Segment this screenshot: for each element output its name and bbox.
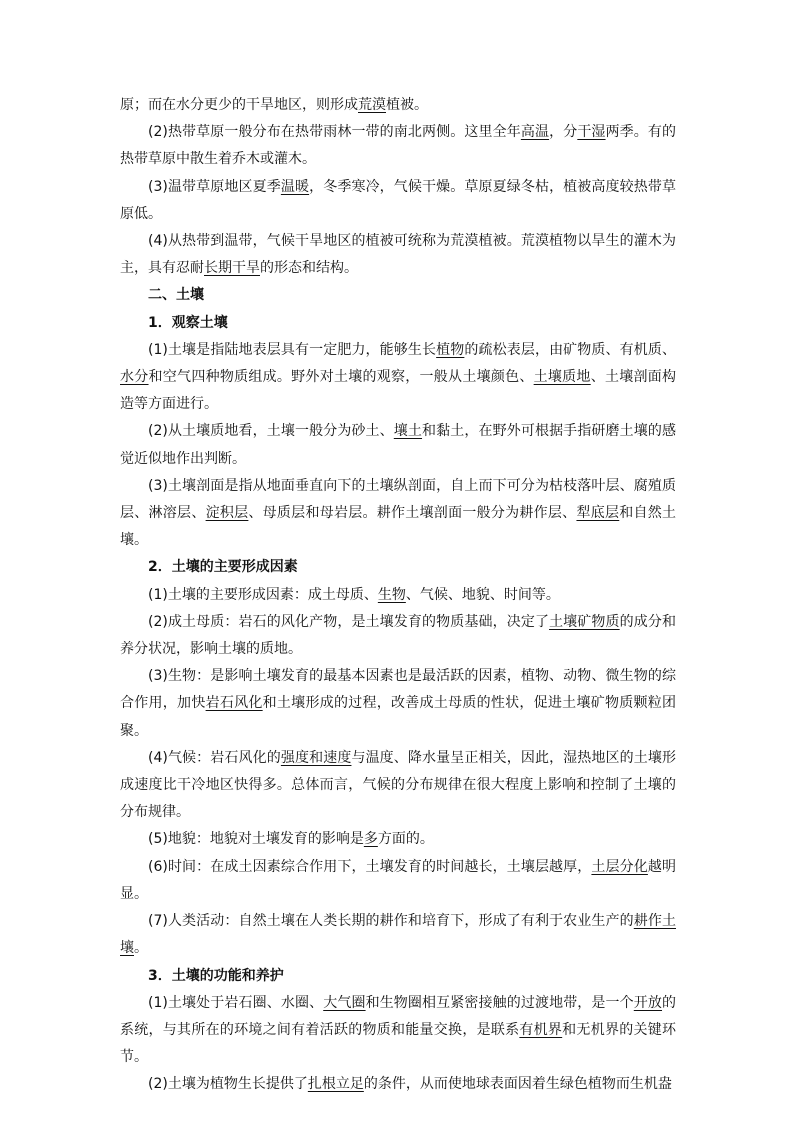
- paragraph: [120, 174, 676, 228]
- paragraph: [120, 119, 676, 173]
- text-run: 和自然土壤。: [120, 505, 677, 549]
- underlined-term: 开放: [633, 994, 663, 1011]
- paragraph: [120, 92, 676, 119]
- underlined-term: 土壤质地: [533, 369, 591, 386]
- underlined-term: 温暖: [280, 178, 310, 195]
- text-run: 和生物圈相互紧密接触的过渡地带，是一个: [365, 994, 634, 1011]
- underlined-term: 植物: [436, 341, 465, 358]
- text-run: (3)温带草原地区夏季: [148, 178, 281, 195]
- text-run: 2．土壤的主要形成因素: [148, 559, 298, 576]
- underlined-term: 生物: [377, 586, 406, 603]
- text-run: 和黏土，在野外可根据手指研磨土壤的感觉近似地作出判断。: [120, 423, 676, 467]
- text-run: 、母质层和母岩层。耕作土壤剖面一般分为耕作层、: [248, 505, 577, 522]
- paragraph: [120, 418, 676, 472]
- underlined-term: 淀积层: [205, 505, 249, 522]
- text-run: (1)土壤的主要形成因素：成土母质、: [148, 586, 378, 603]
- underlined-term: 土壤矿物质: [549, 613, 620, 630]
- text-run: 。: [134, 940, 148, 957]
- underlined-term: 犁底层: [576, 505, 620, 522]
- text-run: ，分: [549, 124, 578, 141]
- text-run: (1)土壤处于岩石圈、水圈、: [148, 994, 324, 1011]
- text-run: 、气候、地貌、时间等。: [405, 586, 560, 603]
- text-run: 的疏松表层，由矿物质、有机质、: [464, 341, 676, 358]
- text-run: (2)土壤为植物生长提供了: [148, 1076, 308, 1093]
- paragraph: [120, 826, 676, 853]
- underlined-term: 水分: [120, 369, 149, 386]
- paragraph: [120, 609, 676, 663]
- text-run: (4)气候：岩石风化的: [148, 749, 281, 766]
- text-run: (7)人类活动：自然土壤在人类长期的耕作和培育下，形成了有利于农业生产的: [148, 913, 634, 930]
- text-run: 植被。: [386, 97, 428, 113]
- underlined-term: 强度和速度: [280, 749, 352, 766]
- paragraph: [120, 337, 676, 419]
- text-run: 原；而在水分更少的干旱地区，则形成: [120, 97, 358, 113]
- text-run: 的条件，从而使地球表面因着生绿色植物而生机盎: [363, 1076, 672, 1093]
- section-heading: [120, 310, 676, 337]
- text-run: (5)地貌：地貌对土壤发育的影响是: [148, 831, 364, 848]
- text-run: 1．观察土壤: [148, 314, 228, 331]
- text-run: (3)土壤剖面是指从地面垂直向下的土壤纵剖面，自上而下可分为枯枝落叶层、腐殖质层、淋溶层、: [120, 477, 676, 522]
- paragraph: [120, 854, 676, 908]
- text-run: 的形态和结构。: [260, 260, 358, 277]
- text-run: (2)热带草原一般分布在热带雨林一带的南北两侧。这里全年: [148, 124, 521, 141]
- text-run: (3)生物：是影响土壤发育的最基本因素也是最活跃的因素，植物、动物、微生物的综合作用，加快: [120, 668, 676, 712]
- underlined-term: 大气圈: [323, 994, 366, 1011]
- text-run: (1)土壤是指陆地表层具有一定肥力，能够生长: [148, 341, 437, 358]
- text-run: 的成分和养分状况，影响土壤的质地。: [120, 613, 676, 658]
- text-run: 和空气四种物质组成。野外对土壤的观察，一般从土壤颜色、: [148, 369, 534, 386]
- underlined-term: 扎根立足: [307, 1076, 364, 1093]
- paragraph: [120, 663, 676, 745]
- text-run: 两季。有的热带草原中散生着乔木或灌木。: [120, 124, 677, 168]
- underlined-term: 岩石风化: [205, 695, 263, 712]
- paragraph: [120, 908, 676, 962]
- underlined-term: 高温: [520, 124, 550, 141]
- paragraph: [120, 228, 676, 282]
- underlined-term: 多: [363, 831, 378, 848]
- underlined-term: 长期干旱: [204, 260, 260, 277]
- text-run: 3．土壤的功能和养护: [148, 967, 284, 984]
- text-run: 和土壤形成的过程，改善成土母质的性状，促进土壤矿物质颗粒团聚。: [120, 695, 677, 739]
- text-run: ，冬季寒冷，气候干燥。草原夏绿冬枯，植被高度较热带草原低。: [120, 178, 676, 222]
- underlined-term: 有机界: [519, 1021, 563, 1038]
- text-run: (2)成土母质：岩石的风化产物，是土壤发育的物质基础，决定了: [148, 613, 550, 630]
- section-heading: [120, 963, 676, 990]
- text-run: 越明显。: [120, 858, 677, 902]
- paragraph: [120, 990, 676, 1072]
- section-heading: [120, 282, 676, 309]
- underlined-term: 干湿: [577, 124, 606, 141]
- paragraph: [120, 745, 676, 827]
- underlined-term: 土层分化: [591, 858, 648, 875]
- paragraph: [120, 582, 676, 609]
- text-run: 、土壤剖面构造等方面进行。: [120, 369, 677, 413]
- document-page: [120, 92, 676, 1099]
- text-run: (2)从土壤质地看，土壤一般分为砂土、: [148, 423, 394, 440]
- text-run: 二、土壤: [148, 287, 204, 304]
- text-run: (6)时间：在成土因素综合作用下，土壤发育的时间越长，土壤层越厚，: [148, 858, 592, 875]
- text-run: 的系统，与其所在的环境之间有着活跃的物质和能量交换，是联系: [120, 994, 677, 1038]
- text-run: (4)从热带到温带，气候干旱地区的植被可统称为荒漠植被。荒漠植物以旱生的灌木为主，具有忍耐: [120, 233, 676, 277]
- underlined-term: 耕作土壤: [120, 913, 676, 957]
- underlined-term: 壤土: [393, 423, 423, 440]
- underlined-term: 荒漠: [358, 97, 386, 113]
- paragraph: [120, 473, 676, 555]
- text-run: 与温度、降水量呈正相关，因此，湿热地区的土壤形成速度比干冷地区快得多。总体而言，气候的分布规律在很大程度上影响和控制了土壤的分布规律。: [120, 749, 676, 821]
- text-run: 方面的。: [377, 831, 434, 848]
- text-run: 和无机界的关键环节。: [120, 1021, 677, 1066]
- section-heading: [120, 554, 676, 581]
- paragraph: [120, 1071, 676, 1098]
